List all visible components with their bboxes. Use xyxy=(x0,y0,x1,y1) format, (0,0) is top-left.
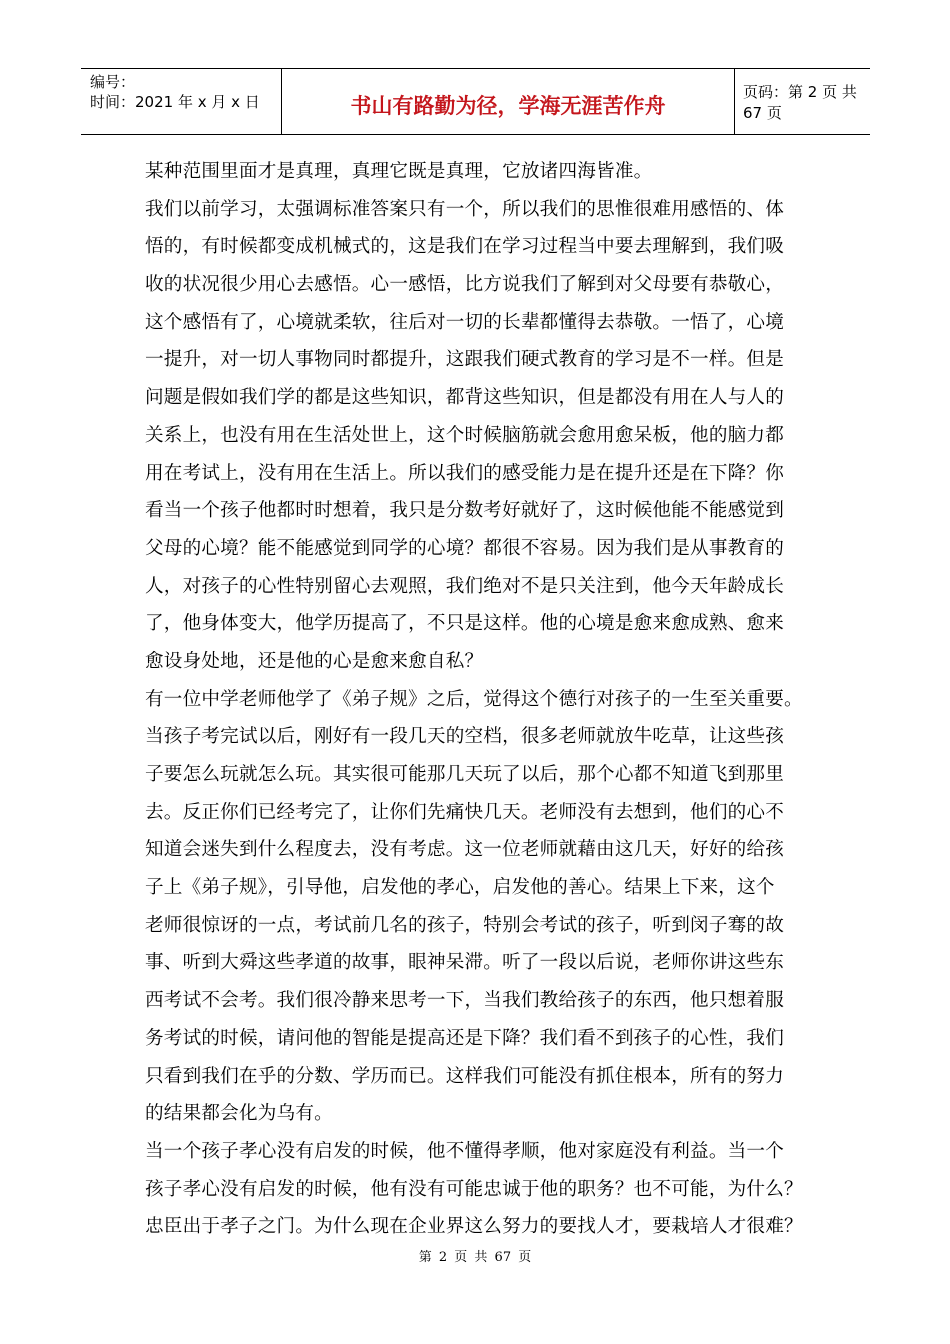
document-number-label: 编号： xyxy=(90,73,136,91)
body-line: 父母的心境？能不能感觉到同学的心境？都很不容易。因为我们是从事教育的 xyxy=(145,537,784,559)
body-line: 某种范围里面才是真理，真理它既是真理，它放诸四海皆准。 xyxy=(145,161,653,182)
body-line: 事、听到大舜这些孝道的故事，眼神呆滞。听了一段以后说，老师你讲这些东 xyxy=(145,952,784,974)
page-header xyxy=(81,68,870,135)
body-line: 务考试的时候，请问他的智能是提高还是下降？我们看不到孩子的心性，我们 xyxy=(145,1027,784,1049)
body-line: 愈设身处地，还是他的心是愈来愈自私？ xyxy=(145,650,484,672)
body-line: 有一位中学老师他学了《弟子规》之后，觉得这个德行对孩子的一生至关重要。 xyxy=(145,688,803,710)
header-page-code xyxy=(735,69,870,134)
body-line: 当孩子考完试以后，刚好有一段几天的空档，很多老师就放牛吃草，让这些孩 xyxy=(145,726,784,748)
body-line: 收的状况很少用心去感悟。心一感悟，比方说我们了解到对父母要有恭敬心， xyxy=(145,274,784,296)
body-line: 的结果都会化为乌有。 xyxy=(145,1103,333,1125)
motto-text: 书山有路勤为径，学海无涯苦作舟 xyxy=(350,93,666,118)
footer-page-number: 第 2 页 共 67 页 xyxy=(418,1250,532,1265)
page-footer xyxy=(0,1246,950,1265)
body-line: 了，他身体变大，他学历提高了，不只是这样。他的心境是愈来愈成熟、愈来 xyxy=(145,613,784,635)
body-line: 问题是假如我们学的都是这些知识，都背这些知识，但是都没有用在人与人的 xyxy=(145,387,784,409)
body-line: 西考试不会考。我们很冷静来思考一下，当我们教给孩子的东西，他只想着服 xyxy=(145,990,784,1012)
body-line: 去。反正你们已经考完了，让你们先痛快几天。老师没有去想到，他们的心不 xyxy=(145,801,784,823)
header-meta xyxy=(81,69,281,134)
body-text xyxy=(145,153,815,1246)
body-line: 老师很惊讶的一点，考试前几名的孩子，特别会考试的孩子，听到闵子骞的故 xyxy=(145,914,784,936)
body-line: 当一个孩子孝心没有启发的时候，他不懂得孝顺，他对家庭没有利益。当一个 xyxy=(145,1140,784,1162)
page-code-text: 页码：第 2 页 共 67 页 xyxy=(743,82,857,122)
body-line: 人，对孩子的心性特别留心去观照，我们绝对不是只关注到，他今天年龄成长 xyxy=(145,575,784,597)
body-line: 用在考试上，没有用在生活上。所以我们的感受能力是在提升还是在下降？你 xyxy=(145,462,784,484)
body-line: 子要怎么玩就怎么玩。其实很可能那几天玩了以后，那个心都不知道飞到那里 xyxy=(145,764,784,785)
body-line: 这个感悟有了，心境就柔软，往后对一切的长辈都懂得去恭敬。一悟了，心境 xyxy=(145,311,784,333)
document-time-label: 时间：2021 年 x 月 x 日 xyxy=(90,93,260,111)
body-line: 知道会迷失到什么程度去，没有考虑。这一位老师就藉由这几天，好好的给孩 xyxy=(145,839,784,861)
body-line: 孩子孝心没有启发的时候，他有没有可能忠诚于他的职务？也不可能，为什么？ xyxy=(145,1178,803,1200)
body-line: 只看到我们在乎的分数、学历而已。这样我们可能没有抓住根本，所有的努力 xyxy=(145,1065,784,1087)
body-line: 我们以前学习，太强调标准答案只有一个，所以我们的思惟很难用感悟的、体 xyxy=(145,198,784,220)
header-motto-cell xyxy=(281,69,735,134)
body-line: 关系上，也没有用在生活处世上，这个时候脑筋就会愈用愈呆板，他的脑力都 xyxy=(145,424,784,446)
body-line: 忠臣出于孝子之门。为什么现在企业界这么努力的要找人才，要栽培人才很难？ xyxy=(145,1216,803,1238)
body-line: 子上《弟子规》，引导他，启发他的孝心，启发他的善心。结果上下来，这个 xyxy=(145,877,775,899)
body-line: 悟的，有时候都变成机械式的，这是我们在学习过程当中要去理解到，我们吸 xyxy=(145,236,784,258)
body-line: 一提升，对一切人事物同时都提升，这跟我们硬式教育的学习是不一样。但是 xyxy=(145,349,784,371)
body-line: 看当一个孩子他都时时想着，我只是分数考好就好了，这时候他能不能感觉到 xyxy=(145,500,784,522)
